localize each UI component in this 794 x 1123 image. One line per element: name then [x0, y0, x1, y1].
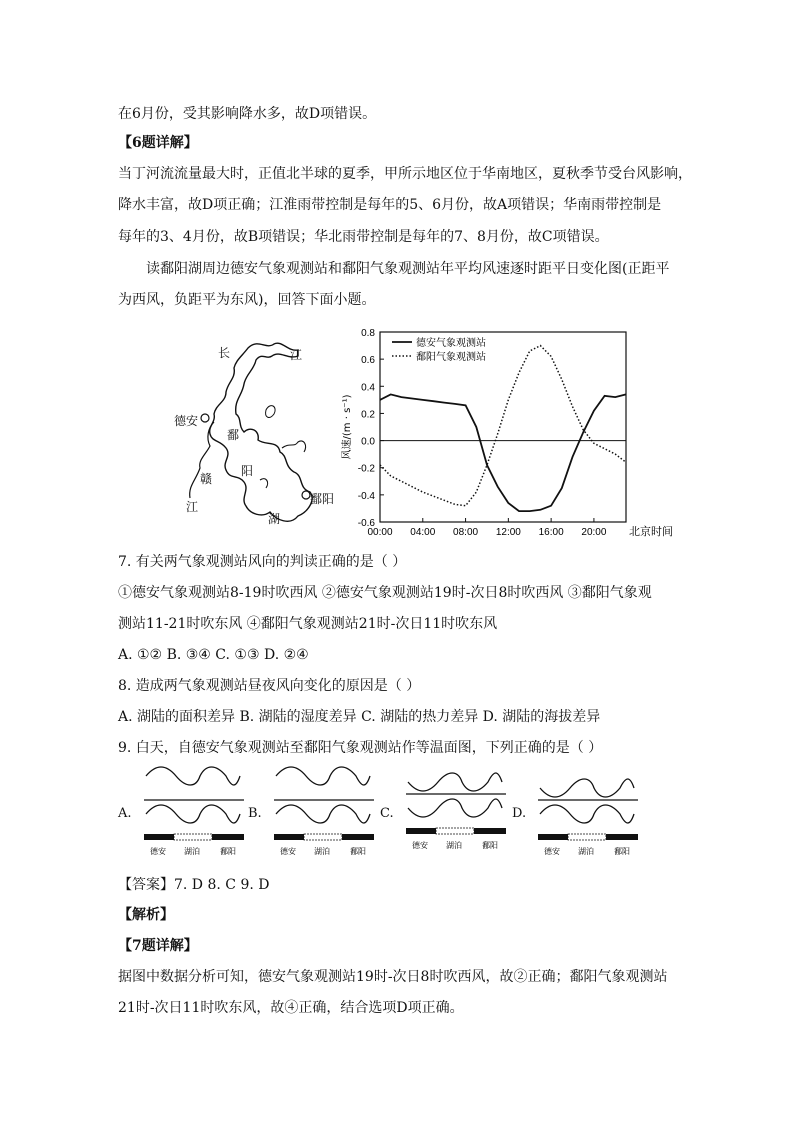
isotherm-lower [146, 805, 240, 823]
wind-speed-chart [340, 322, 680, 546]
series-line-dean [380, 394, 626, 511]
option-letter: D. [512, 806, 527, 821]
bar-land-poyang [474, 828, 506, 834]
question-8: 8. 造成两气象观测站昼夜风向变化的原因是（ ） [118, 678, 421, 694]
bar-land-dean [144, 834, 174, 840]
poyang-station-marker [302, 491, 310, 499]
bar-land-poyang [342, 834, 374, 840]
y-tick-label: -0.2 [357, 463, 375, 475]
bar-label: 湖泊 [314, 847, 330, 856]
text-line: 每年的3、4月份，故B项错误；华北雨带控制是每年的7、8月份，故C项错误。 [118, 229, 609, 245]
question-7: 7. 有关两气象观测站风向的判读正确的是（ ） [118, 554, 407, 570]
bar-lake [568, 834, 606, 840]
text-line: 21时-次日11时吹东风，故④正确，结合选项D项正确。 [118, 1000, 464, 1016]
y-tick-label: 0.0 [361, 436, 375, 448]
y-tick-label: -0.6 [357, 518, 375, 529]
isotherm-lower [408, 799, 502, 817]
map-label: 江 [186, 500, 199, 514]
bar-land-dean [274, 834, 304, 840]
option-letter: C. [380, 806, 394, 821]
bar-land-poyang [606, 834, 638, 840]
bar-lake [174, 834, 212, 840]
bar-land-dean [538, 834, 568, 840]
bar-lake [304, 834, 342, 840]
y-tick-label: 0.4 [361, 382, 375, 394]
map-label: 阳 [241, 464, 254, 478]
bar-label: 德安 [150, 847, 166, 856]
text-line: 读鄱阳湖周边德安气象观测站和鄱阳气象观测站年平均风速逐时距平日变化图(正距平 [146, 261, 670, 277]
map-label: 长 [218, 346, 231, 360]
bar-label: 湖泊 [446, 841, 462, 850]
y-tick-label: -0.4 [357, 490, 375, 502]
bar-land-poyang [212, 834, 244, 840]
legend-label: 德安气象观测站 [416, 338, 486, 349]
question-7-statements: ①德安气象观测站8-19时吹西风 ②德安气象观测站19时-次日8时吹西风 ③鄱阳气象观 [118, 585, 652, 601]
bar-label: 鄱阳 [350, 847, 366, 856]
option-diagram [402, 760, 512, 850]
option-diagram [270, 766, 380, 856]
x-axis-label: 北京时间 [629, 525, 673, 538]
bar-land-dean [406, 828, 436, 834]
question-9: 9. 白天，自德安气象观测站至鄱阳气象观测站作等温面图，下列正确的是（ ） [118, 740, 603, 756]
y-tick-label: 0.2 [361, 409, 375, 421]
y-axis-label: 风速/(m · s⁻¹) [342, 394, 353, 460]
map-label: 湖 [268, 512, 281, 526]
bar-label: 德安 [280, 847, 296, 856]
map-label: 鄱阳 [310, 492, 335, 506]
option-diagram [140, 766, 250, 856]
isotherm-lower [276, 805, 370, 823]
option-letter: A. [118, 806, 132, 821]
x-tick-label: 12:00 [495, 527, 521, 538]
map-label: 江 [290, 348, 303, 362]
dean-station-marker [201, 414, 209, 422]
x-tick-label: 08:00 [453, 527, 479, 538]
x-tick-label: 20:00 [581, 527, 607, 538]
text-line: 为西风，负距平为东风)，回答下面小题。 [118, 292, 376, 308]
isotherm-upper [540, 779, 634, 797]
bar-label: 鄱阳 [220, 847, 236, 856]
text-line: 当丁河流流量最大时，正值北半球的夏季，甲所示地区位于华南地区，夏秋季节受台风影响， [118, 166, 692, 182]
y-tick-label: 0.6 [361, 355, 375, 367]
option-letter: B. [248, 806, 262, 821]
map-label: 鄱 [227, 428, 240, 442]
bar-label: 鄱阳 [482, 841, 498, 850]
text-line: 在6月份，受其影响降水多，故D项错误。 [118, 106, 377, 122]
text-line: 据图中数据分析可知，德安气象观测站19时-次日8时吹西风，故②正确；鄱阳气象观测站 [118, 969, 668, 985]
series-line-poyang [380, 346, 626, 506]
isotherm-upper [276, 767, 370, 785]
isotherm-upper [408, 773, 502, 791]
bar-label: 湖泊 [578, 847, 594, 856]
x-tick-label: 04:00 [410, 527, 436, 538]
question-7-statements: 测站11-21时吹东风 ④鄱阳气象观测站21时-次日11时吹东风 [118, 616, 498, 632]
map-label: 赣 [200, 472, 213, 486]
bar-label: 湖泊 [184, 847, 200, 856]
x-tick-label: 00:00 [367, 527, 393, 538]
bar-label: 德安 [544, 847, 560, 856]
text-line: 降水丰富，故D项正确；江淮雨带控制是每年的5、6月份，故A项错误；华南雨带控制是 [118, 197, 662, 213]
x-tick-label: 16:00 [538, 527, 564, 538]
answer-line: 【答案】7. D 8. C 9. D [118, 877, 270, 893]
legend-label: 鄱阳气象观测站 [416, 352, 486, 363]
isotherm-lower [540, 805, 634, 823]
section-heading: 【7题详解】 [118, 938, 198, 954]
isotherm-upper [146, 767, 240, 785]
bar-lake [436, 828, 474, 834]
question-7-options: A. ①② B. ③④ C. ①③ D. ②④ [118, 647, 309, 663]
section-heading: 【解析】 [118, 907, 174, 923]
y-tick-label: 0.8 [361, 328, 375, 339]
bar-label: 鄱阳 [614, 847, 630, 856]
option-diagram [534, 766, 644, 856]
map-label: 德安 [174, 414, 199, 428]
bar-label: 德安 [412, 841, 428, 850]
section-heading: 【6题详解】 [118, 135, 198, 151]
question-8-options: A. 湖陆的面积差异 B. 湖陆的湿度差异 C. 湖陆的热力差异 D. 湖陆的海拔差异 [118, 709, 601, 725]
